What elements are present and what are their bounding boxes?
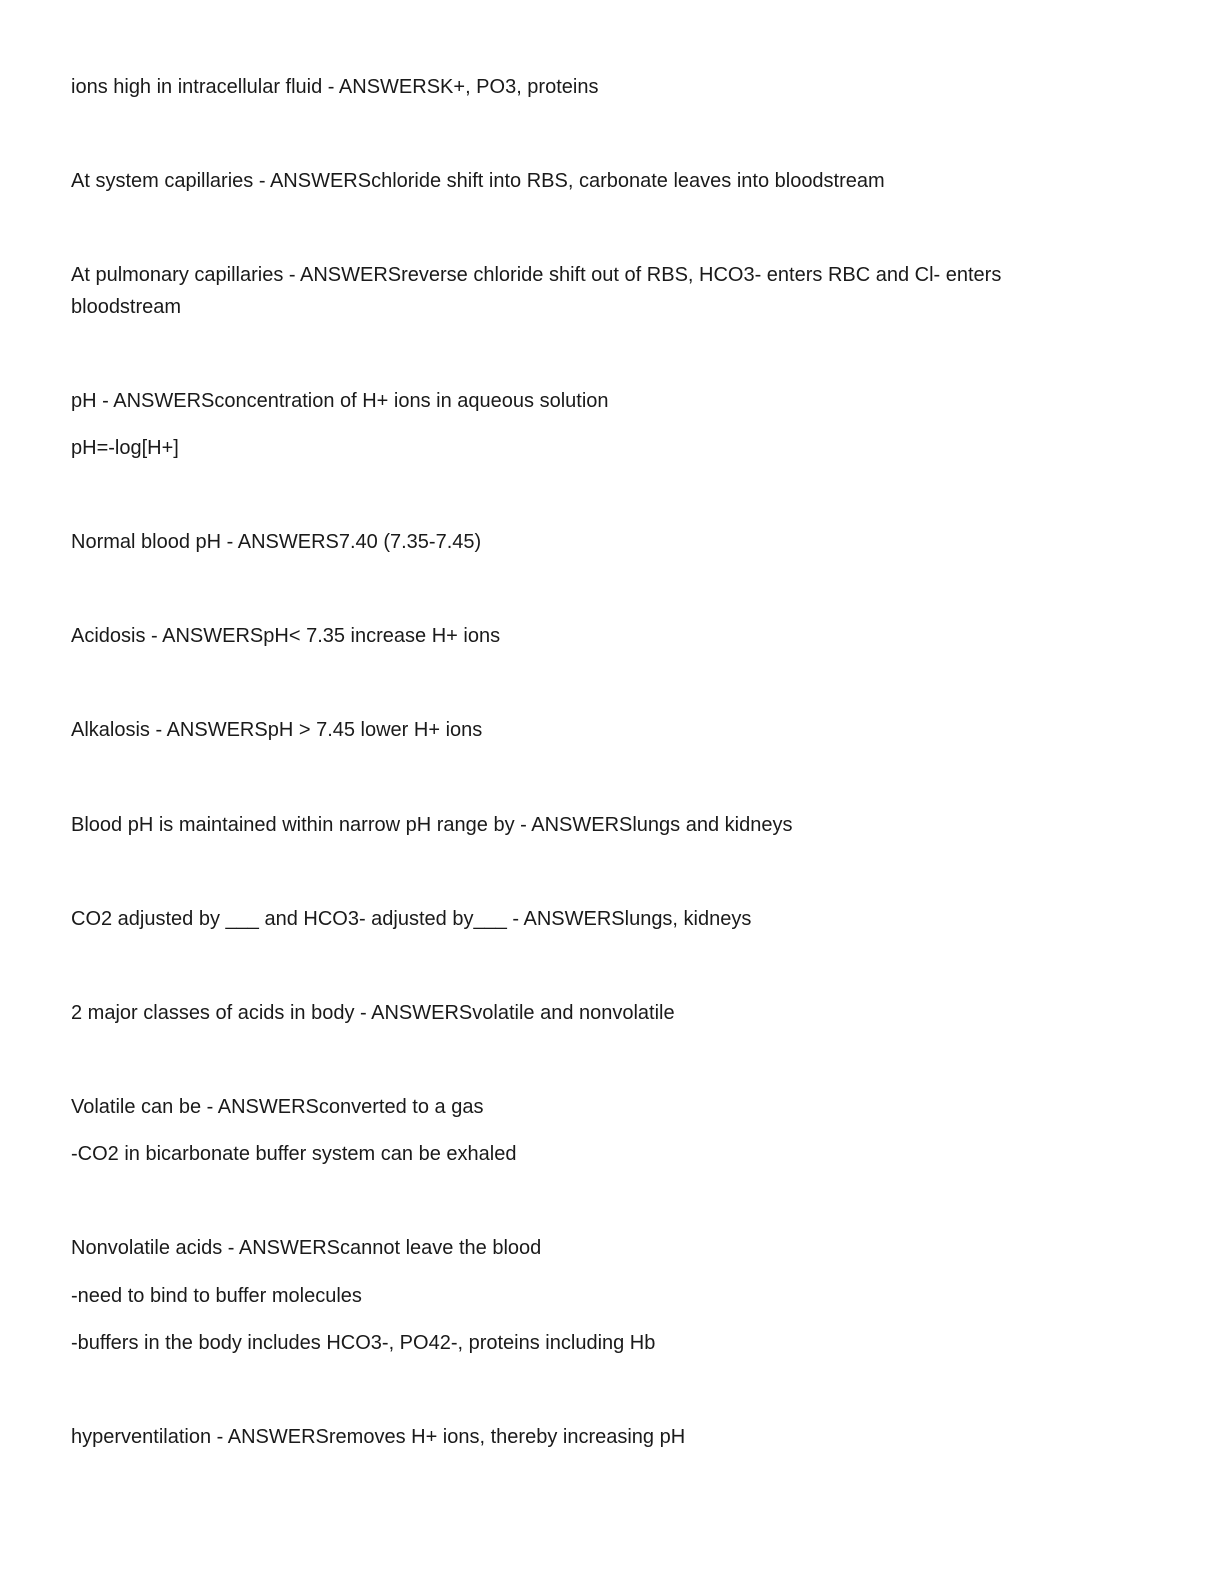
- text-line: -need to bind to buffer molecules: [71, 1285, 362, 1307]
- text-line: ions high in intracellular fluid - ANSWERSK+, PO3, proteins: [71, 76, 599, 98]
- text-line: CO2 adjusted by ___ and HCO3- adjusted by___ - ANSWERSlungs, kidneys: [71, 908, 752, 930]
- text-line: 2 major classes of acids in body - ANSWERSvolatile and nonvolatile: [71, 1002, 675, 1024]
- text-line: Normal blood pH - ANSWERS7.40 (7.35-7.45): [71, 531, 482, 553]
- text-line: hyperventilation - ANSWERSremoves H+ ions, thereby increasing pH: [71, 1426, 686, 1448]
- text-line: At system capillaries - ANSWERSchloride shift into RBS, carbonate leaves into bloodstream: [71, 170, 885, 192]
- text-line: -CO2 in bicarbonate buffer system can be exhaled: [71, 1143, 517, 1165]
- text-line: Alkalosis - ANSWERSpH > 7.45 lower H+ ions: [71, 719, 483, 741]
- text-line: bloodstream: [71, 296, 182, 318]
- text-line: -buffers in the body includes HCO3-, PO42-, proteins including Hb: [71, 1332, 656, 1354]
- text-line: pH=-log[H+]: [71, 437, 179, 459]
- text-line: Nonvolatile acids - ANSWERScannot leave the blood: [71, 1237, 542, 1259]
- text-line: Blood pH is maintained within narrow pH range by - ANSWERSlungs and kidneys: [71, 814, 793, 836]
- text-line: At pulmonary capillaries - ANSWERSreverse chloride shift out of RBS, HCO3- enters RBC and Cl- enters: [71, 264, 1002, 286]
- text-line: pH - ANSWERSconcentration of H+ ions in aqueous solution: [71, 390, 609, 412]
- text-line: Volatile can be - ANSWERSconverted to a gas: [71, 1096, 484, 1118]
- text-line: Acidosis - ANSWERSpH< 7.35 increase H+ ions: [71, 625, 501, 647]
